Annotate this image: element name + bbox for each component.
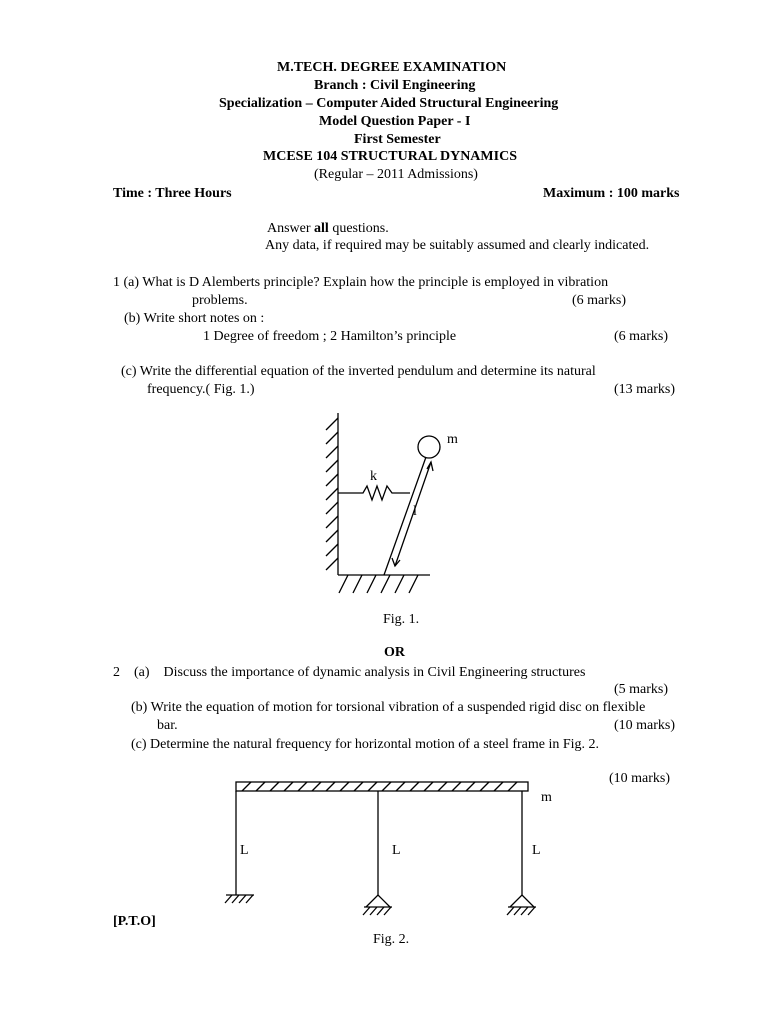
fig2-pin-support-right <box>507 895 536 915</box>
q1c-marks: (13 marks) <box>614 382 676 397</box>
fig2-col3-label: L <box>532 843 541 858</box>
q1b-line2: 1 Degree of freedom ; 2 Hamilton’s principle <box>203 329 457 344</box>
q1c-line1: (c) Write the differential equation of the inverted pendulum and determine its natural <box>121 364 596 379</box>
fig1-mass-label: m <box>447 432 458 447</box>
instruction-post: questions. <box>328 221 389 236</box>
q2c-line: (c) Determine the natural frequency for horizontal motion of a steel frame in Fig. 2. <box>131 737 600 752</box>
q1a-line1: 1 (a) What is D Alemberts principle? Explain how the principle is employed in vibration <box>113 275 609 290</box>
fig1-length-label: l <box>413 504 417 519</box>
admission-scheme: (Regular – 2011 Admissions) <box>314 167 478 182</box>
q1b-line1: (b) Write short notes on : <box>124 311 265 326</box>
paper-title: Model Question Paper - I <box>319 114 471 129</box>
q2b-line2: bar. <box>157 718 178 733</box>
instruction-bold: all <box>314 221 329 236</box>
fig1-caption: Fig. 1. <box>383 612 420 627</box>
fig2-col2-label: L <box>392 843 401 858</box>
branch-line: Branch : Civil Engineering <box>314 78 476 93</box>
q2b-line1: (b) Write the equation of motion for torsional vibration of a suspended rigid disc on flexible <box>131 700 646 715</box>
pto-marker: [P.T.O] <box>113 914 156 929</box>
fig1-spring-label: k <box>370 469 377 484</box>
specialization-line: Specialization – Computer Aided Structural Engineering <box>219 96 559 111</box>
fig2-beam-hatching <box>242 782 517 791</box>
fig2-fixed-support-left <box>225 895 254 903</box>
q1a-line2: problems. <box>192 293 248 308</box>
q1b-marks: (6 marks) <box>614 329 669 344</box>
fig2-pin-support-middle <box>363 895 392 915</box>
or-separator: OR <box>384 645 405 660</box>
q2b-marks: (10 marks) <box>614 718 676 733</box>
q1a-marks: (6 marks) <box>572 293 627 308</box>
instruction-data: Any data, if required may be suitably assumed and clearly indicated. <box>265 238 650 253</box>
fig2-mass-label: m <box>541 790 552 805</box>
exam-title: M.TECH. DEGREE EXAMINATION <box>277 60 507 75</box>
q2c-marks: (10 marks) <box>609 771 671 786</box>
q2a-marks: (5 marks) <box>614 682 669 697</box>
max-marks-label: Maximum : 100 marks <box>543 186 680 201</box>
q2a-line: 2 (a) Discuss the importance of dynamic analysis in Civil Engineering structures <box>113 665 586 680</box>
instruction-pre: Answer <box>267 221 315 236</box>
time-label: Time : Three Hours <box>113 186 232 201</box>
fig2-caption: Fig. 2. <box>373 932 410 947</box>
semester-line: First Semester <box>354 132 441 147</box>
fig2-col1-label: L <box>240 843 249 858</box>
course-title: MCESE 104 STRUCTURAL DYNAMICS <box>263 149 517 164</box>
q1c-line2: frequency.( Fig. 1.) <box>147 382 255 397</box>
